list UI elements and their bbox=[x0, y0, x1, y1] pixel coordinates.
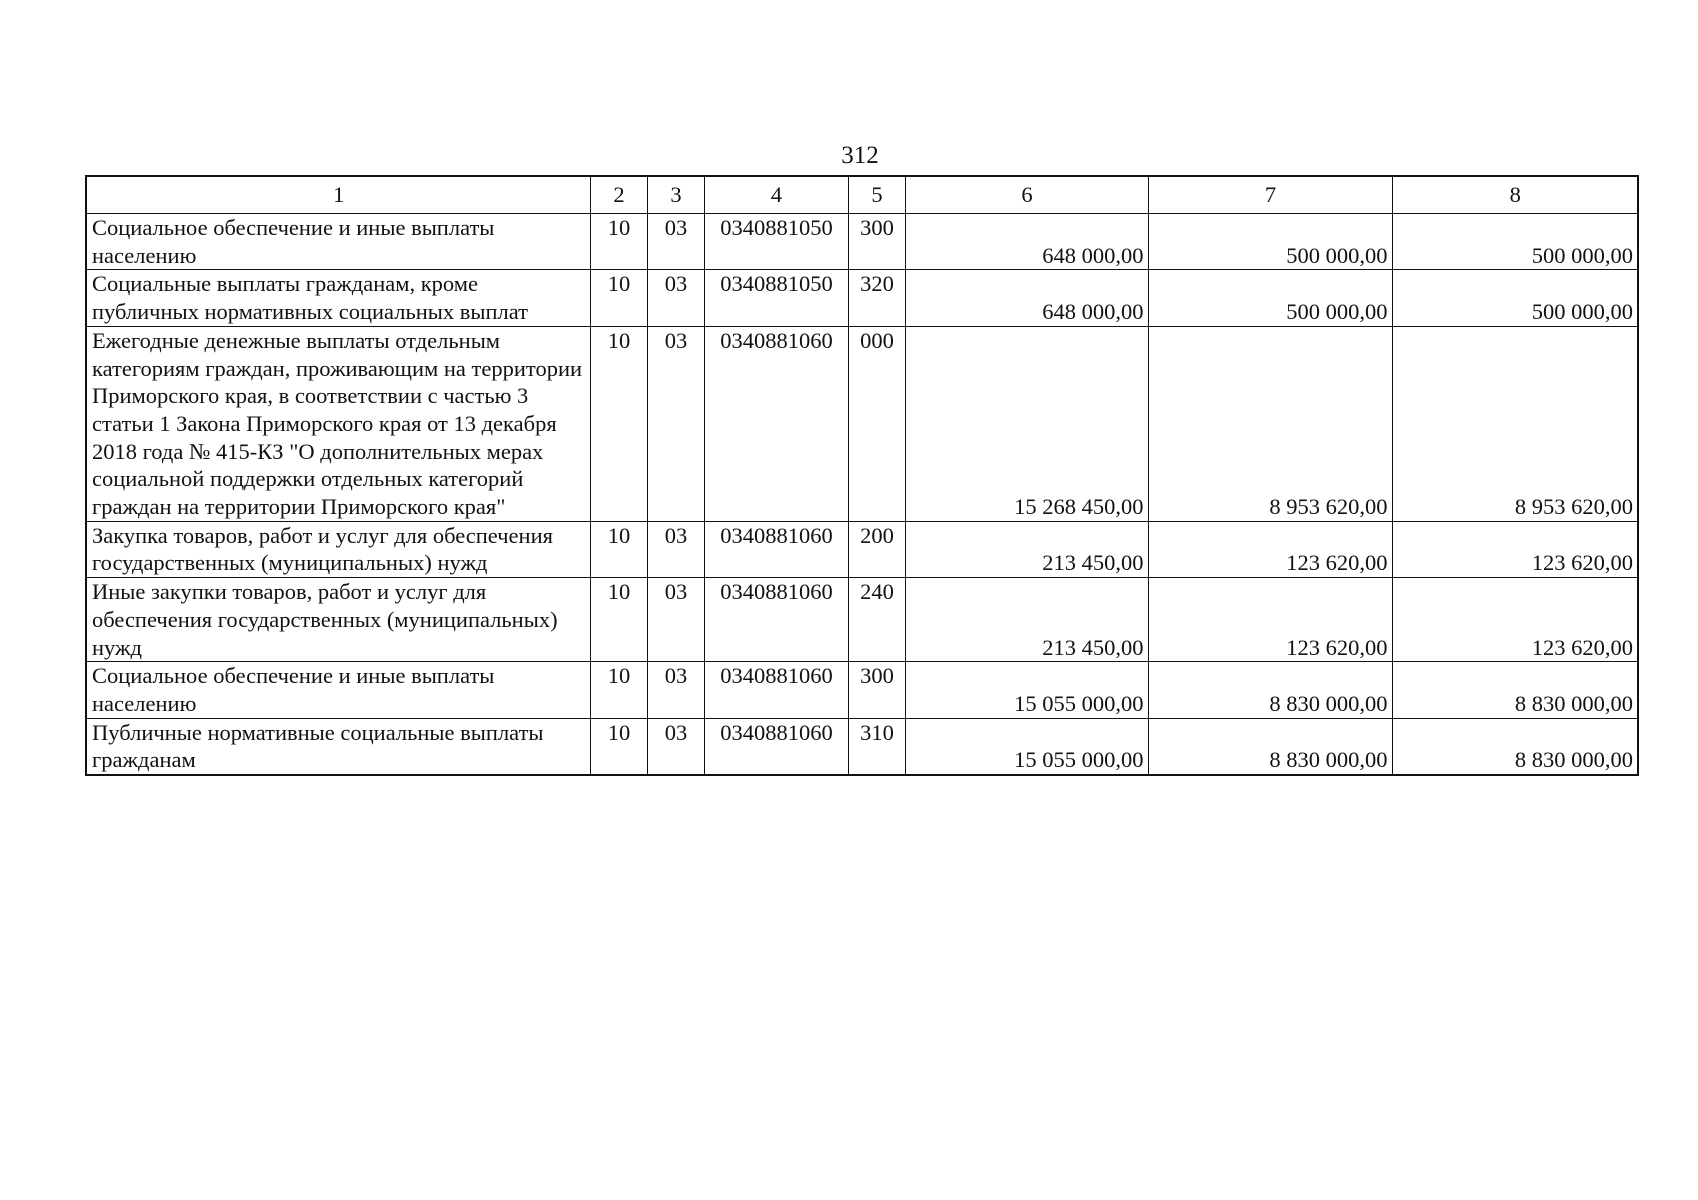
expense-type-cell: 320 bbox=[848, 270, 905, 326]
amount-7-cell: 8 953 620,00 bbox=[1148, 326, 1392, 521]
expense-type-cell: 000 bbox=[848, 326, 905, 521]
amount-6-cell: 648 000,00 bbox=[905, 270, 1148, 326]
target-article-cell: 0340881050 bbox=[704, 270, 848, 326]
target-article-cell: 0340881060 bbox=[704, 718, 848, 775]
amount-8-cell: 500 000,00 bbox=[1392, 270, 1638, 326]
column-header: 2 bbox=[590, 176, 647, 214]
subsection-cell: 03 bbox=[647, 521, 704, 577]
target-article-cell: 0340881060 bbox=[704, 326, 848, 521]
amount-7-cell: 8 830 000,00 bbox=[1148, 662, 1392, 718]
subsection-cell: 03 bbox=[647, 718, 704, 775]
page-number: 312 bbox=[841, 142, 879, 169]
budget-table bbox=[85, 175, 1639, 776]
amount-7-cell: 123 620,00 bbox=[1148, 521, 1392, 577]
table-row bbox=[86, 326, 1638, 521]
amount-6-cell: 15 055 000,00 bbox=[905, 662, 1148, 718]
amount-6-cell: 15 055 000,00 bbox=[905, 718, 1148, 775]
column-header: 7 bbox=[1148, 176, 1392, 214]
section-cell: 10 bbox=[590, 326, 647, 521]
amount-8-cell: 123 620,00 bbox=[1392, 521, 1638, 577]
amount-8-cell: 8 830 000,00 bbox=[1392, 662, 1638, 718]
column-header: 3 bbox=[647, 176, 704, 214]
column-header: 1 bbox=[86, 176, 590, 214]
section-cell: 10 bbox=[590, 662, 647, 718]
section-cell: 10 bbox=[590, 521, 647, 577]
subsection-cell: 03 bbox=[647, 326, 704, 521]
amount-6-cell: 213 450,00 bbox=[905, 521, 1148, 577]
table-row bbox=[86, 214, 1638, 270]
subsection-cell: 03 bbox=[647, 578, 704, 662]
amount-8-cell: 8 830 000,00 bbox=[1392, 718, 1638, 775]
amount-8-cell: 123 620,00 bbox=[1392, 578, 1638, 662]
subsection-cell: 03 bbox=[647, 270, 704, 326]
expense-type-cell: 240 bbox=[848, 578, 905, 662]
section-cell: 10 bbox=[590, 578, 647, 662]
row-name-cell: Закупка товаров, работ и услуг для обеспечения государственных (муниципальных) нужд bbox=[86, 521, 590, 577]
table-row bbox=[86, 718, 1638, 775]
target-article-cell: 0340881060 bbox=[704, 662, 848, 718]
target-article-cell: 0340881050 bbox=[704, 214, 848, 270]
row-name-cell: Публичные нормативные социальные выплаты гражданам bbox=[86, 718, 590, 775]
amount-7-cell: 8 830 000,00 bbox=[1148, 718, 1392, 775]
expense-type-cell: 200 bbox=[848, 521, 905, 577]
amount-7-cell: 500 000,00 bbox=[1148, 270, 1392, 326]
amount-8-cell: 500 000,00 bbox=[1392, 214, 1638, 270]
row-name-cell: Ежегодные денежные выплаты отдельным категориям граждан, проживающим на территории Приморского края, в соответствии с частью 3 статьи 1 Закона Приморского края от 13 декабря 2018 года № 415-КЗ "О дополнительных мерах социальной поддержки отдельных категорий граждан на территории Приморского края" bbox=[86, 326, 590, 521]
subsection-cell: 03 bbox=[647, 662, 704, 718]
target-article-cell: 0340881060 bbox=[704, 521, 848, 577]
amount-6-cell: 15 268 450,00 bbox=[905, 326, 1148, 521]
section-cell: 10 bbox=[590, 270, 647, 326]
expense-type-cell: 300 bbox=[848, 662, 905, 718]
header-row bbox=[86, 176, 1638, 214]
expense-type-cell: 300 bbox=[848, 214, 905, 270]
amount-6-cell: 213 450,00 bbox=[905, 578, 1148, 662]
row-name-cell: Социальное обеспечение и иные выплаты населению bbox=[86, 662, 590, 718]
row-name-cell: Социальные выплаты гражданам, кроме публичных нормативных социальных выплат bbox=[86, 270, 590, 326]
amount-7-cell: 123 620,00 bbox=[1148, 578, 1392, 662]
row-name-cell: Иные закупки товаров, работ и услуг для обеспечения государственных (муниципальных) нужд bbox=[86, 578, 590, 662]
subsection-cell: 03 bbox=[647, 214, 704, 270]
column-header: 8 bbox=[1392, 176, 1638, 214]
column-header: 4 bbox=[704, 176, 848, 214]
target-article-cell: 0340881060 bbox=[704, 578, 848, 662]
row-name-cell: Социальное обеспечение и иные выплаты населению bbox=[86, 214, 590, 270]
section-cell: 10 bbox=[590, 214, 647, 270]
table-row bbox=[86, 578, 1638, 662]
table-row bbox=[86, 270, 1638, 326]
amount-7-cell: 500 000,00 bbox=[1148, 214, 1392, 270]
amount-8-cell: 8 953 620,00 bbox=[1392, 326, 1638, 521]
table-row bbox=[86, 662, 1638, 718]
expense-type-cell: 310 bbox=[848, 718, 905, 775]
amount-6-cell: 648 000,00 bbox=[905, 214, 1148, 270]
section-cell: 10 bbox=[590, 718, 647, 775]
column-header: 6 bbox=[905, 176, 1148, 214]
column-header: 5 bbox=[848, 176, 905, 214]
table-row bbox=[86, 521, 1638, 577]
